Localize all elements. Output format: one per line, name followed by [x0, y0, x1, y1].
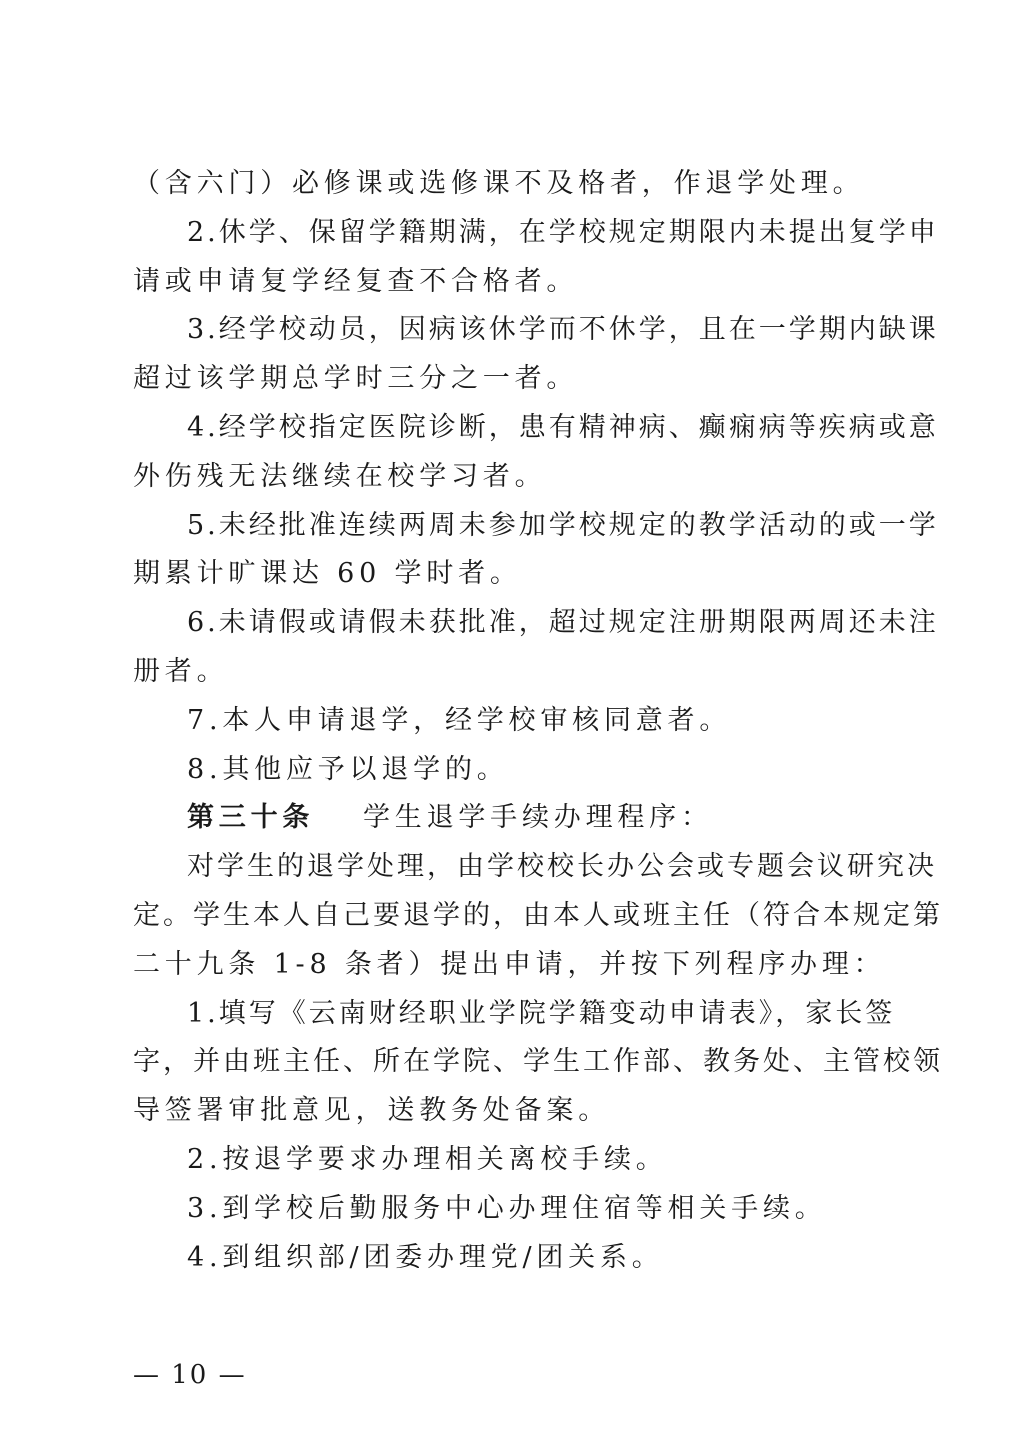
article-heading-line [133, 794, 893, 843]
text-line: 请或申请复学经复查不合格者。 [133, 265, 579, 297]
text-line: （含六门）必修课或选修课不及格者，作退学处理。 [133, 168, 865, 199]
text-line: 4.经学校指定医院诊断，患有精神病、癫痫病等疾病或意 [187, 411, 939, 443]
body-text [133, 160, 943, 1282]
text-line: 字，并由班主任、所在学院、学生工作部、教务处、主管校领 [133, 1046, 943, 1078]
text-line: 对学生的退学处理，由学校校长办公会或专题会议研究决 [187, 851, 937, 883]
text-line: 期累计旷课达 60 学时者。 [133, 558, 522, 590]
text-line: 外伤残无法继续在校学习者。 [133, 460, 547, 492]
text-line: 2.按退学要求办理相关离校手续。 [187, 1143, 668, 1175]
article-number: 第三十条 [187, 802, 315, 834]
text-line: 3.到学校后勤服务中心办理住宿等相关手续。 [187, 1192, 827, 1224]
text-line: 二十九条 1-8 条者）提出申请，并按下列程序办理： [133, 948, 886, 980]
text-line: 6.未请假或请假未获批准，超过规定注册期限两周还未注 [187, 607, 939, 639]
text-line: 导签署审批意见，送教务处备案。 [133, 1095, 610, 1127]
article-title: 学生退学手续办理程序： [362, 802, 713, 834]
text-line: 2.休学、保留学籍期满，在学校规定期限内未提出复学申 [187, 216, 939, 248]
text-line: 超过该学期总学时三分之一者。 [133, 363, 579, 395]
text-line: 定。学生本人自己要退学的，由本人或班主任（符合本规定第 [133, 899, 943, 931]
text-line: 5.未经批准连续两周未参加学校规定的教学活动的或一学 [187, 509, 939, 541]
page-number: — 10 — [133, 1360, 247, 1390]
text-line: 册者。 [133, 655, 229, 687]
text-line: 7.本人申请退学，经学校审核同意者。 [187, 704, 732, 736]
text-line: 4.到组织部/团委办理党/团关系。 [187, 1241, 664, 1273]
text-line: 8.其他应予以退学的。 [187, 753, 509, 785]
text-line: 3.经学校动员，因病该休学而不休学，且在一学期内缺课 [187, 314, 939, 346]
text-line: 1.填写《云南财经职业学院学籍变动申请表》，家长签 [187, 997, 896, 1029]
